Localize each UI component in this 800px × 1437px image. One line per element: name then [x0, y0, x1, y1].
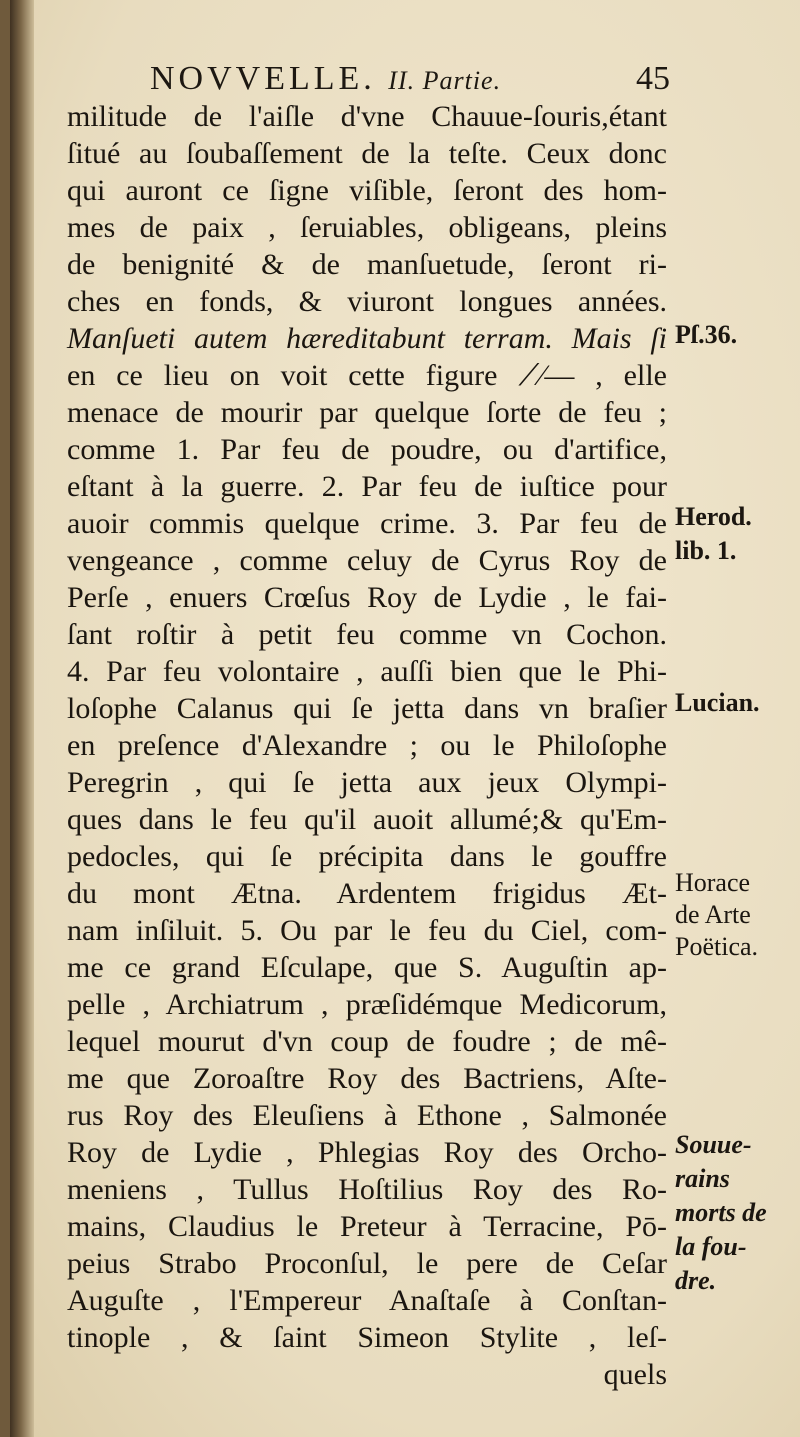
- margin-note: Souue-: [675, 1130, 752, 1159]
- book-page: [10, 0, 800, 1437]
- text-line: du mont Ætna. Ardentem frigidus Æt-: [67, 877, 667, 910]
- text-line: ſitué au ſoubaſſement de la teſte. Ceux donc: [67, 137, 667, 170]
- text-line: ches en fonds, & viuront longues années.: [67, 285, 667, 318]
- margin-note: de Arte: [675, 900, 751, 929]
- margin-note: Horace: [675, 868, 751, 897]
- text-line: comme 1. Par feu de poudre, ou d'artifice,: [67, 433, 667, 466]
- text-line: me ce grand Eſculape, que S. Auguſtin ap-: [67, 951, 667, 984]
- text-line: ques dans le feu qu'il auoit allumé;& qu'Em-: [67, 803, 667, 836]
- catchword: quels: [603, 1358, 667, 1391]
- text-line: mes de paix , ſeruiables, obligeans, pleins: [67, 211, 667, 244]
- text-line: 4. Par feu volontaire , auſſi bien que le Phi-: [67, 655, 667, 688]
- text-line: mains, Claudius le Preteur à Terracine, Pō-: [67, 1210, 667, 1243]
- margin-note: Herod.: [675, 502, 752, 531]
- text-line: nam inſiluit. 5. Ou par le feu du Ciel, com-: [67, 914, 667, 947]
- text-line: pedocles, qui ſe précipita dans le gouffre: [67, 840, 667, 873]
- margin-note: lib. 1.: [675, 536, 737, 565]
- text-line: loſophe Calanus qui ſe jetta dans vn braſier: [67, 692, 667, 725]
- text-line: auoir commis quelque crime. 3. Par feu de: [67, 507, 667, 540]
- binding-gutter: [10, 0, 34, 1437]
- text-line: meniens , Tullus Hoſtilius Roy des Ro-: [67, 1173, 667, 1206]
- margin-note: Pſ.36.: [675, 320, 738, 349]
- text-line: vengeance , comme celuy de Cyrus Roy de: [67, 544, 667, 577]
- running-head-title: NOVVELLE.: [150, 60, 376, 97]
- page-number: 45: [636, 60, 670, 97]
- text-line: menace de mourir par quelque ſorte de feu ;: [67, 396, 667, 429]
- text-line: pelle , Archiatrum , præſidémque Medicorum,: [67, 988, 667, 1021]
- margin-note: Poëtica.: [675, 932, 759, 961]
- text-line: qui auront ce ſigne viſible, ſeront des hom-: [67, 174, 667, 207]
- text-line: Peregrin , qui ſe jetta aux jeux Olympi-: [67, 766, 667, 799]
- running-head: [150, 60, 670, 100]
- text-line: Perſe , enuers Crœſus Roy de Lydie , le fai-: [67, 581, 667, 614]
- text-line: peius Strabo Proconſul, le pere de Ceſar: [67, 1247, 667, 1280]
- text-line: tinople , & ſaint Simeon Stylite , leſ-: [67, 1321, 667, 1354]
- margin-note: la fou-: [675, 1232, 747, 1261]
- text-line: rus Roy des Eleuſiens à Ethone , Salmonée: [67, 1099, 667, 1132]
- margin-note: morts de: [675, 1198, 767, 1227]
- text-line: en ce lieu on voit cette figure ⟋⁄— , elle: [67, 359, 667, 392]
- text-line: Auguſte , l'Empereur Anaſtaſe à Conſtan-: [67, 1284, 667, 1317]
- running-head-part: II. Partie.: [388, 66, 502, 95]
- margin-note: rains: [675, 1164, 730, 1193]
- margin-note: dre.: [675, 1266, 717, 1295]
- text-line: me que Zoroaſtre Roy des Bactriens, Aſte-: [67, 1062, 667, 1095]
- text-line: eſtant à la guerre. 2. Par feu de iuſtice pour: [67, 470, 667, 503]
- text-line: en preſence d'Alexandre ; ou le Philoſophe: [67, 729, 667, 762]
- text-line: lequel mourut d'vn coup de foudre ; de mê-: [67, 1025, 667, 1058]
- text-line: militude de l'aiſle d'vne Chauue-ſouris,étant: [67, 100, 667, 133]
- text-line: de benignité & de manſuetude, ſeront ri-: [67, 248, 667, 281]
- margin-note: Lucian.: [675, 688, 760, 717]
- text-line: Roy de Lydie , Phlegias Roy des Orcho-: [67, 1136, 667, 1169]
- text-line: Manſueti autem hæreditabunt terram. Mais ſi: [67, 322, 667, 355]
- text-line: ſant roſtir à petit feu comme vn Cochon.: [67, 618, 667, 651]
